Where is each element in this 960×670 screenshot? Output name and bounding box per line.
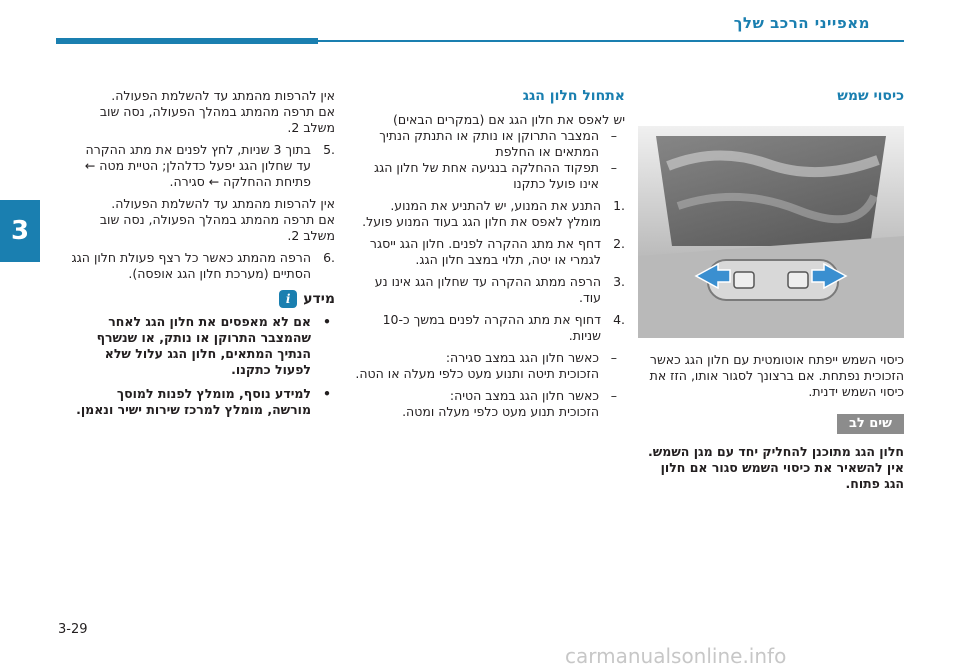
retry-note: אם תרפה מהמתג במהלך הפעולה, נסה שוב משלב 2.: [99, 212, 335, 243]
notice-bullet: • אם לא מאפסים את חלון הגג לאחר שהמצבר התרוקן או נותק, או שנשרף הנתיך המתאים, חלון הגג עלול שלא לפעול כתקנו.: [96, 314, 331, 377]
list-item: הזכוכית תיטה ותנוע מעט כלפי מעלה או הטה.: [355, 366, 599, 381]
list-item: – המצבר התרוקן או נותק או התנתק הנתיך המתאים או החלפת: [379, 128, 617, 159]
list-item: 2. דחף את מתג ההקרה לפנים. חלון הגג ייסגר לגמרי או יטה, תלוי במצב חלון הגג.: [369, 236, 625, 267]
caution-text: חלון הגג מתוכנן להחליק יחד עם מגן השמש. אין להשאיר את כיסוי השמש סגור אם חלון הגג פתוח.: [648, 444, 904, 491]
list-item: 6. הרפה מהמתג כאשר כל רצף פעולת חלון הגג הסתיים (מערכת חלון הגג אופסה).: [71, 250, 335, 281]
sunshade-body: כיסוי השמש ייפתח אוטומטית עם חלון הגג כאשר הזכוכית נפתחת. אם ברצונך לסגור אותו, הזז את כיסוי השמש ידנית.: [649, 352, 904, 399]
watermark: carmanualsonline.info: [565, 644, 787, 668]
reset-heading: אתחול חלון הגג: [522, 88, 625, 104]
tilt-button-icon: [734, 272, 754, 288]
caution-label: שים לב: [837, 414, 904, 434]
notice-bullet: • למידע נוסף, מומלץ לפנות למוסך מורשה, מומלץ למרכז שירות ישיר ונאמן.: [76, 386, 331, 417]
hold-switch-note: אין להרפות מהמתג עד להשלמת הפעולה.: [111, 196, 335, 211]
sunshade-section: [638, 88, 904, 492]
list-item: הזכוכית תנוע מעט כלפי מעלה ומטה.: [402, 404, 599, 419]
header-title: מאפייני הרכב שלך: [733, 14, 870, 32]
list-item: – כאשר חלון הגג במצב סגירה:: [445, 350, 617, 365]
retry-note: אם תרפה מהמתג במהלך הפעולה, נסה שוב משלב 2.: [99, 104, 335, 135]
reset-conditions: [355, 128, 625, 192]
info-icon: i: [279, 290, 297, 308]
list-item: 4. דחוף את מתג ההקרה לפנים במשך כ-10 שניות.: [382, 312, 625, 343]
list-item: 5. בתוך 3 שניות, לחץ לפנים את מתג ההקרה עד שחלון הגג יפעל כדלהלן; הטיית מטה ← פתיחת ההחלקה ← סגירה.: [84, 142, 335, 189]
chapter-tab[interactable]: 3: [0, 200, 40, 262]
sunshade-photo: [638, 126, 904, 338]
reset-sub-steps: [355, 350, 625, 420]
sunshade-heading: כיסוי שמש: [837, 88, 904, 104]
header-divider: [318, 40, 904, 42]
page-number: 3-29: [58, 622, 88, 637]
sunroof-reset-section: [355, 88, 625, 420]
reset-steps-continued: [70, 142, 335, 196]
notice-heading: [70, 290, 335, 308]
reset-intro: יש לאפס את חלון הגג אם (במקרים הבאים): [393, 112, 625, 127]
list-item: – כאשר חלון הגג במצב הטיה:: [449, 388, 617, 403]
slide-button-icon: [788, 272, 808, 288]
reset-continued-section: [70, 88, 335, 426]
list-item: – תפקוד ההחלקה בנגיעה אחת של חלון הגג אינו פועל כתקנו: [373, 160, 617, 191]
reset-steps-final: [70, 250, 335, 282]
notice-title: מידע: [303, 291, 335, 307]
list-item: 3. הרפה ממתג ההקרה עד שחלון הגג אינו נע עוד.: [374, 274, 625, 305]
list-item: 1. התנע את המנוע, יש להתניע את המנוע. מומלץ לאפס את חלון הגג בעוד המנוע פועל.: [362, 198, 625, 229]
reset-steps: [355, 198, 625, 344]
hold-switch-note: אין להרפות מהמתג עד להשלמת הפעולה.: [111, 88, 335, 103]
header-accent-bar: [56, 38, 318, 44]
